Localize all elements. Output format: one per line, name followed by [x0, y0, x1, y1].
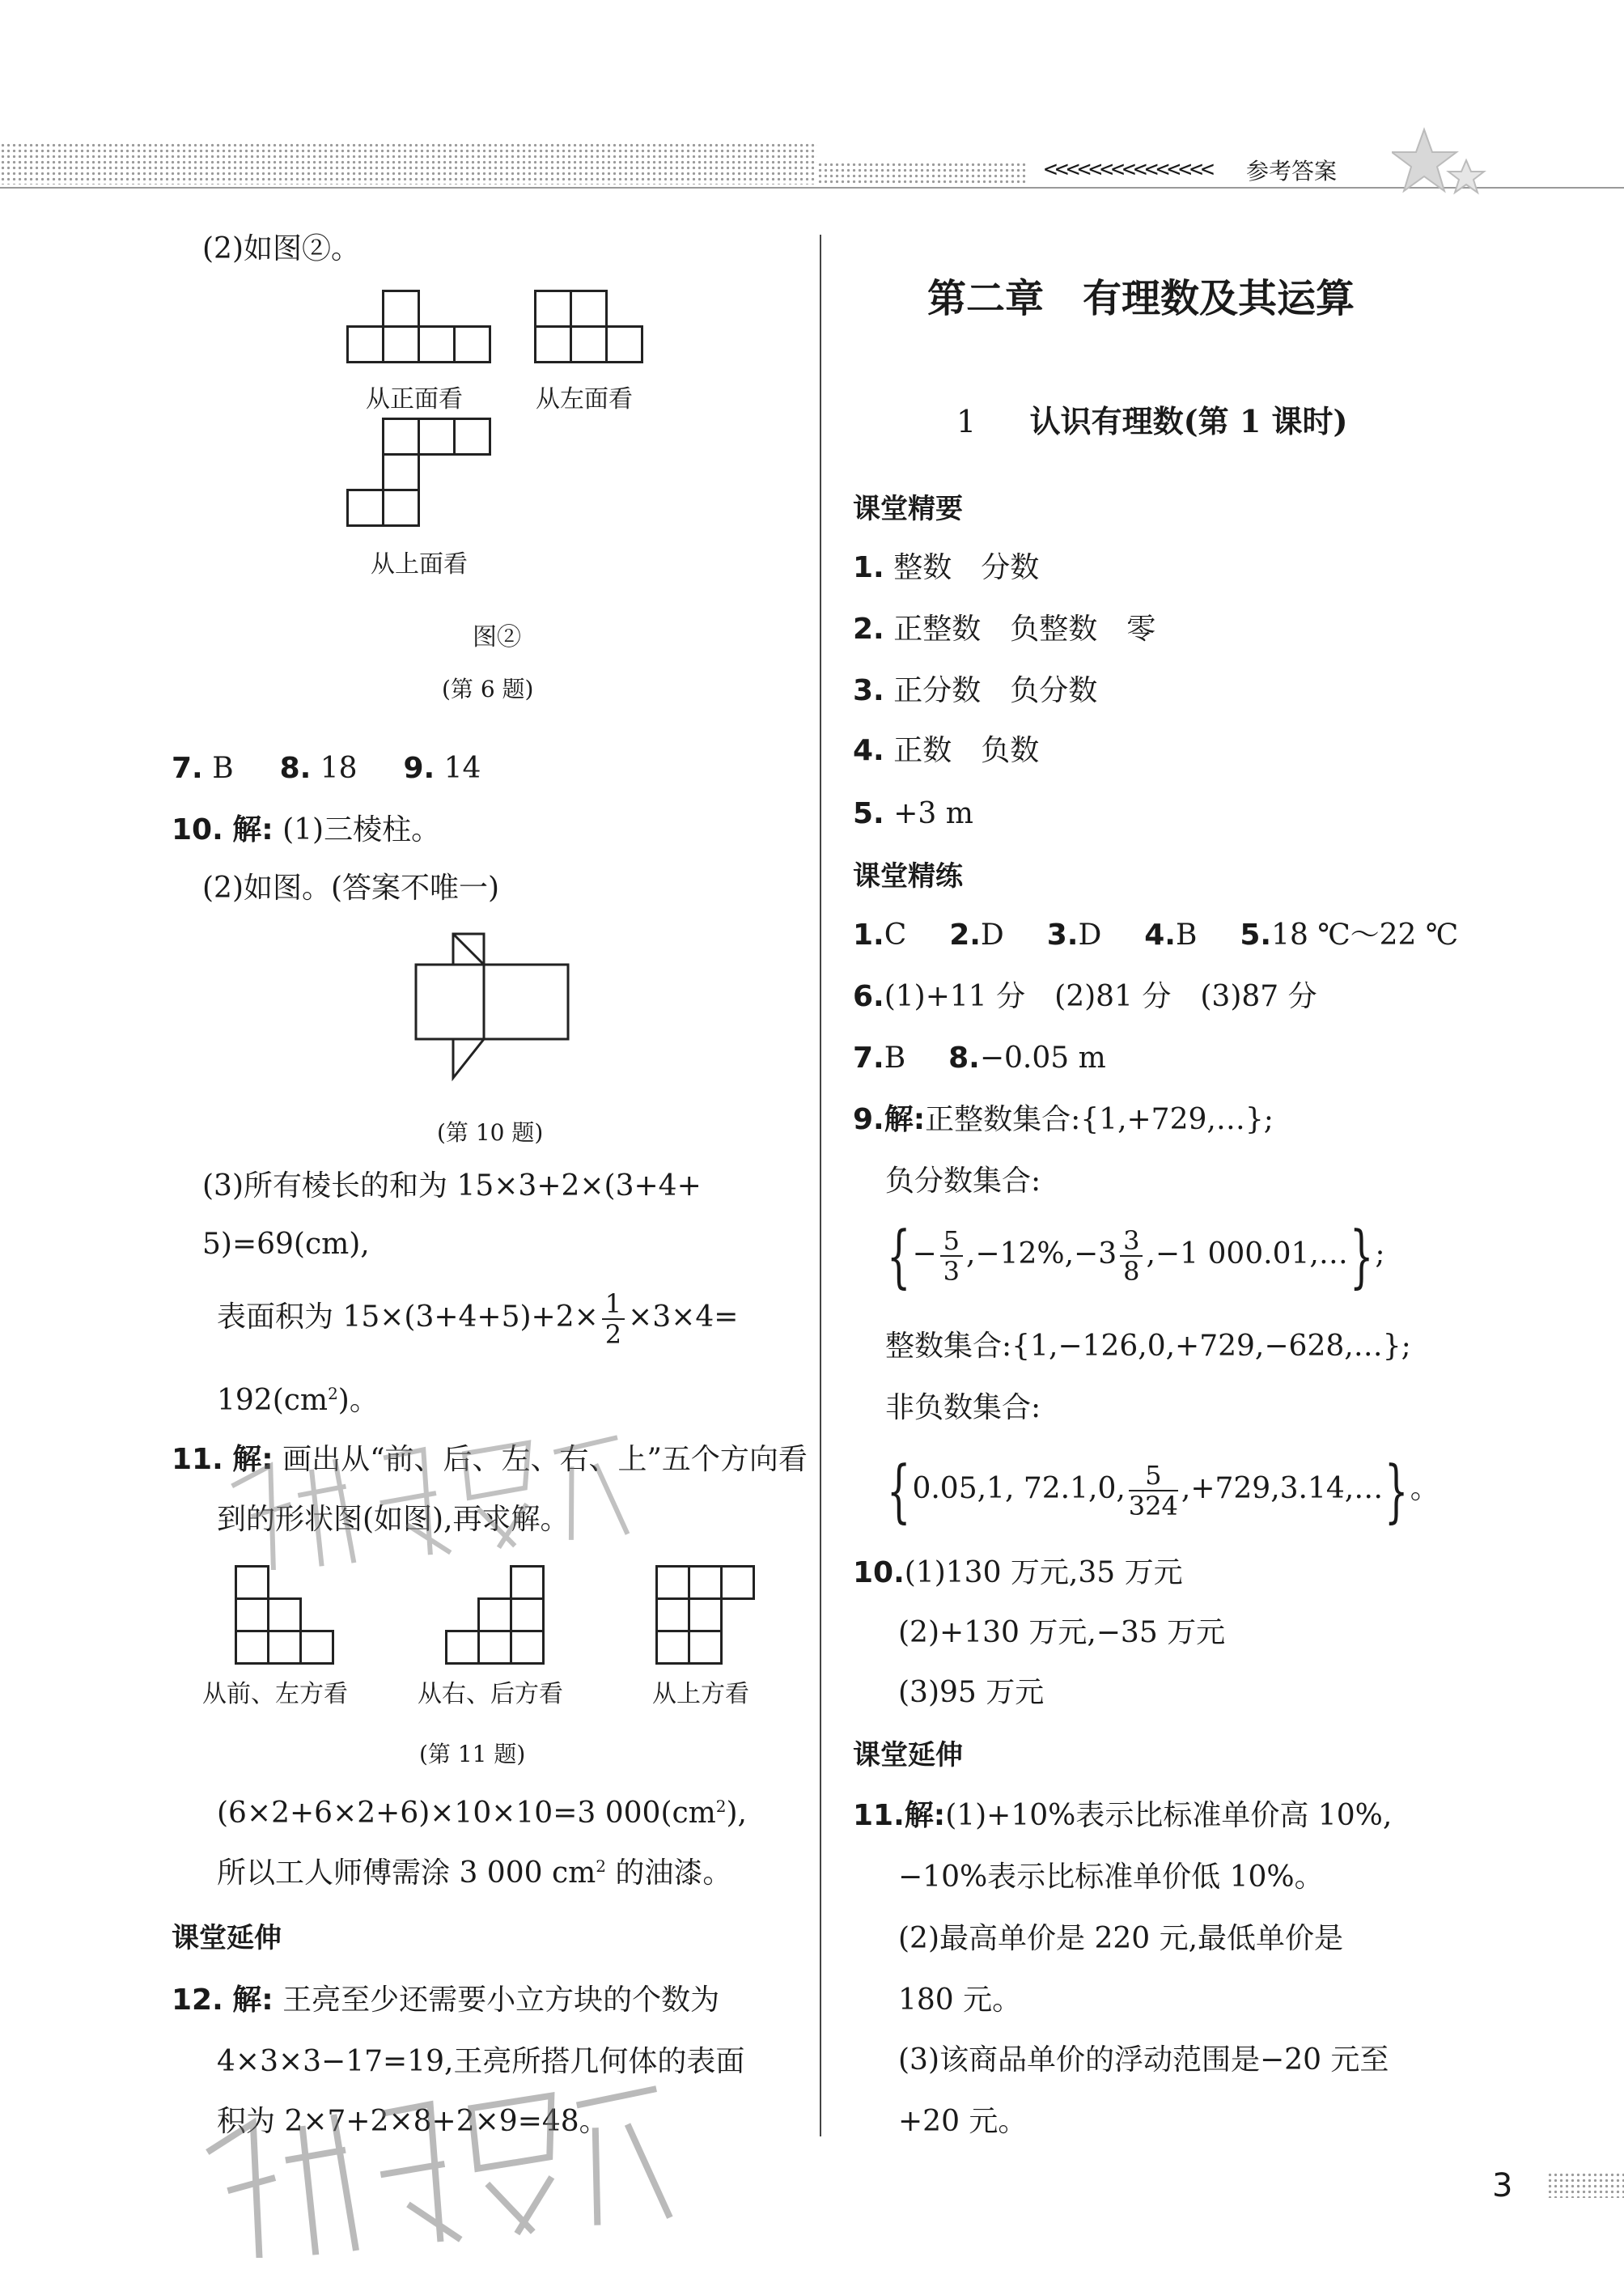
prism-net-figure	[413, 931, 575, 1084]
grid-cell	[382, 325, 420, 363]
front-view-grid	[346, 290, 489, 364]
q11-line2: 到的形状图(如图),再求解。	[217, 1503, 570, 1536]
fraction-one-half: $\frac{1}{2}$	[602, 1289, 625, 1349]
grid-cell	[299, 1630, 334, 1665]
q10-jie: 解:	[232, 813, 273, 846]
q9-integer-set: 整数集合:{1,−126,0,+729,−628,…};	[885, 1330, 1411, 1363]
grid-cell	[605, 325, 643, 363]
q7-ans: B	[212, 752, 234, 785]
grid-cell	[267, 1630, 302, 1665]
front-view-label: 从正面看	[366, 385, 463, 414]
practice-q9-line1: 9.解:正整数集合:{1,+729,…};	[853, 1103, 1274, 1136]
header-rule	[0, 187, 1624, 189]
left-view-label: 从左面看	[536, 385, 633, 414]
left-view-grid	[534, 290, 647, 364]
q10-num: 10.	[172, 813, 223, 846]
q11-fig-label-1: 从前、左方看	[202, 1680, 348, 1708]
grid-cell	[382, 453, 420, 491]
grid-cell	[534, 290, 572, 328]
grid-cell	[477, 1630, 512, 1665]
top-view-grid	[346, 418, 492, 523]
grid-cell	[570, 290, 608, 328]
practice-q10-line3: (3)95 万元	[898, 1676, 1045, 1709]
page-number: 3	[1492, 2167, 1513, 2204]
q11-calc: (6×2+6×2+6)×10×10=3 $000(cm^2)$,	[217, 1797, 748, 1830]
q11-conclusion: 所以工人师傅需涂 3 000 $cm^2$ 的油漆。	[217, 1856, 732, 1890]
q6-part2: (2)如图②。	[202, 232, 360, 265]
q11-fig-label-3: 从上方看	[652, 1680, 749, 1708]
grid-cell	[510, 1565, 545, 1600]
q10-part3-line2: 5)=69(cm),	[202, 1228, 370, 1261]
column-divider	[820, 235, 821, 2136]
grid-cell	[534, 325, 572, 363]
header-dot-band-left	[0, 142, 817, 185]
q11-caption: (第 11 题)	[419, 1741, 526, 1767]
grid-cell	[510, 1630, 545, 1665]
chapter-title: 第二章 有理数及其运算	[927, 276, 1355, 321]
q10-part2: (2)如图。(答案不唯一)	[202, 872, 500, 905]
practice-q10-line1: 10.(1)130 万元,35 万元	[853, 1556, 1183, 1589]
header-dot-band-mid	[817, 162, 1028, 185]
section-extension-right: 课堂延伸	[853, 1739, 963, 1771]
practice-row1: 1.C 2.D 3.D 4.B 5.18 ℃～22 ℃	[853, 919, 1459, 952]
q12-jie: 解:	[232, 1983, 273, 2017]
grid-cell	[453, 418, 491, 456]
q10-part3-line1: (3)所有棱长的和为 15×3+2×(3+4+	[202, 1169, 702, 1203]
section-practice: 课堂精练	[853, 860, 963, 893]
q11-fig-label-2: 从右、后方看	[418, 1680, 563, 1708]
q10-area-result: $192(cm^2)$。	[217, 1384, 379, 1417]
q12-line3: 积为 2×7+2×8+2×9=48。	[217, 2105, 608, 2138]
practice-q10-line2: (2)+130 万元,−35 万元	[898, 1616, 1226, 1649]
q10-line1	[172, 813, 441, 846]
grid-cell	[346, 489, 384, 527]
essential-1: 1. 整数 分数	[853, 551, 1040, 584]
lesson-name: 认识有理数(第 1 课时)	[1029, 403, 1348, 439]
q11-text1: 画出从“前、后、左、右、上”五个方向看	[282, 1443, 808, 1476]
grid-cell	[688, 1565, 723, 1600]
grid-cell	[655, 1597, 690, 1632]
section-extension-left: 课堂延伸	[172, 1922, 282, 1954]
grid-cell	[688, 1597, 723, 1632]
header-title: 参考答案	[1246, 158, 1338, 185]
grid-cell	[418, 418, 456, 456]
q8-num: 8.	[279, 752, 312, 785]
ext-q11-line4: 180 元。	[898, 1983, 1022, 2017]
header-arrows: <<<<<<<<<<<<<<<	[1044, 155, 1212, 182]
q7-9-row	[172, 754, 481, 783]
grid-cell	[720, 1565, 755, 1600]
q9-neg-frac-label: 负分数集合:	[885, 1165, 1041, 1198]
grid-cell	[235, 1597, 269, 1632]
grid-cell	[655, 1565, 690, 1600]
fig2-title: 图②	[473, 623, 521, 651]
q9-ans: 14	[443, 752, 481, 785]
grid-cell	[235, 1630, 269, 1665]
essential-4: 4. 正数 负数	[853, 734, 1040, 767]
top-view-label: 从上面看	[371, 550, 468, 579]
grid-cell	[655, 1630, 690, 1665]
q12-num: 12.	[172, 1983, 223, 2017]
ext-q11-line6: +20 元。	[898, 2105, 1028, 2138]
q10-area-prefix: 表面积为 15×(3+4+5)+2×	[217, 1300, 599, 1334]
ext-q11-line5: (3)该商品单价的浮动范围是−20 元至	[898, 2043, 1389, 2077]
grid-cell	[267, 1597, 302, 1632]
front-left-view-grid	[235, 1565, 340, 1664]
essential-5: 5. +3 m	[853, 797, 973, 830]
grid-cell	[382, 489, 420, 527]
grid-cell	[382, 418, 420, 456]
grid-cell	[382, 290, 420, 328]
practice-q6: 6.(1)+11 分 (2)81 分 (3)87 分	[853, 980, 1317, 1013]
section-essentials: 课堂精要	[853, 493, 963, 525]
right-back-view-grid	[445, 1565, 550, 1664]
fig2-caption: (第 6 题)	[442, 676, 534, 702]
q12-line2: 4×3×3−17=19,王亮所搭几何体的表面	[217, 2045, 745, 2078]
q9-num: 9.	[403, 752, 435, 785]
practice-q7-8: 7.B 8.−0.05 m	[853, 1042, 1106, 1075]
q12-line1	[172, 1983, 720, 2017]
watermark-logo-mid	[218, 1432, 655, 1570]
ext-q11-line2: −10%表示比标准单价低 10%。	[898, 1860, 1324, 1894]
ext-q11-line1: 11.解:(1)+10%表示比标准单价高 10%,	[853, 1799, 1393, 1832]
q9-positive-integers: 正整数集合:{1,+729,…};	[925, 1103, 1274, 1136]
footer-dot-band	[1547, 2172, 1624, 2198]
q12-text1: 王亮至少还需要小立方块的个数为	[282, 1983, 720, 2017]
header-stars-icon	[1392, 121, 1489, 202]
grid-cell	[688, 1630, 723, 1665]
q9-nonneg-label: 非负数集合:	[885, 1391, 1041, 1424]
q7-num: 7.	[172, 752, 203, 785]
grid-cell	[453, 325, 491, 363]
grid-cell	[477, 1597, 512, 1632]
top-view-grid-q11	[655, 1565, 761, 1664]
watermark-logo-bottom	[194, 2080, 680, 2258]
grid-cell	[235, 1565, 269, 1600]
essential-2: 2. 正整数 负整数 零	[853, 613, 1156, 646]
q10-caption: (第 10 题)	[437, 1119, 544, 1146]
q9-neg-frac-set: {− $\frac{5}{3}$ ,−12%,−3 $\frac{3}{8}$ ,−1 000.01,…};	[887, 1216, 1385, 1296]
lesson-number: 1	[956, 404, 977, 439]
ext-q11-line3: (2)最高单价是 220 元,最低单价是	[898, 1922, 1344, 1955]
q10-part1: (1)三棱柱。	[282, 813, 441, 846]
essential-3: 3. 正分数 负分数	[853, 674, 1098, 707]
q10-area-line	[217, 1285, 738, 1350]
grid-cell	[570, 325, 608, 363]
q11-num: 11.	[172, 1443, 223, 1476]
grid-cell	[346, 325, 384, 363]
grid-cell	[510, 1597, 545, 1632]
q9-nonneg-set: {0.05,1, 72.1,0, $\frac{5}{324}$ ,+729,3.14,…}。	[887, 1451, 1440, 1530]
lesson-title	[956, 397, 1348, 441]
q11-jie: 解:	[232, 1443, 273, 1476]
grid-cell	[445, 1630, 480, 1665]
grid-cell	[418, 325, 456, 363]
q8-ans: 18	[320, 752, 358, 785]
q10-area-suffix: ×3×4=	[628, 1300, 739, 1334]
